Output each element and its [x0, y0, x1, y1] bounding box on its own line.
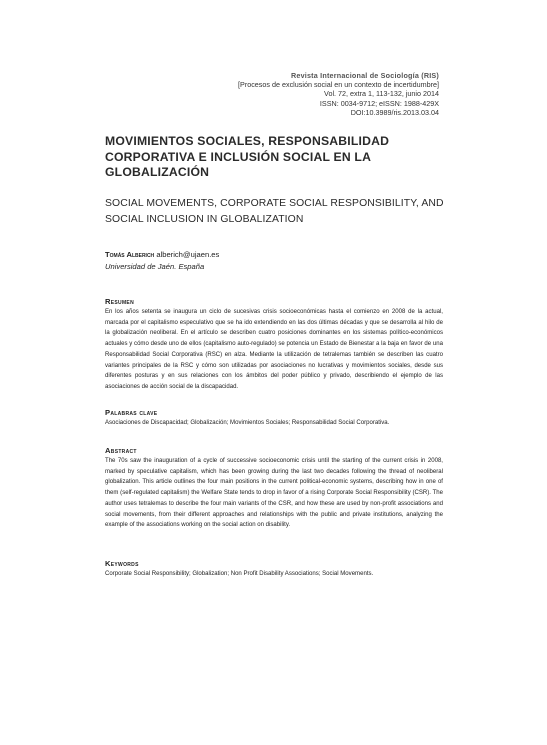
abstract-heading: Abstract [105, 446, 137, 455]
keywords-text: Corporate Social Responsibility; Globalization; Non Profit Disability Associations; Social Movements. [105, 571, 374, 577]
palabras-clave-section [105, 408, 443, 429]
palabras-clave-heading: Palabras clave [105, 408, 158, 417]
author-block [105, 249, 445, 273]
resumen-heading: Resumen [105, 297, 134, 306]
abstract-section [105, 446, 443, 531]
journal-header [79, 71, 439, 117]
palabras-clave-text: Asociaciones de Discapacidad; Globalización; Movimientos Sociales; Responsabilidad Social Corporativa. [105, 420, 390, 426]
special-issue: [Procesos de exclusión social en un contexto de incertidumbre] [238, 80, 439, 90]
keywords-section [105, 559, 443, 580]
resumen-section [105, 297, 443, 393]
keywords-heading: Keywords [105, 559, 139, 568]
author-email[interactable]: alberich@ujaen.es [156, 250, 220, 259]
author-name: Tomás Alberich [105, 250, 155, 259]
abstract-text: The 70s saw the inauguration of a cycle of successive socioeconomic crisis until the starting of the current crisis in 2008, marked by speculative capitalism, which has been growing during the last two decades following the thread of neoliberal globalization. This article outlines the four main positions in the current political-economic systems, describing how in one of them (self-regulated capitalism) the Welfare State tends to drop in favor of a rising Corporate Social Responsibility (CSR). The author uses tetralemas to describe the four main variants of the CSR, and how these are used by non-profit associations and social movements, from their different approaches and relationships with the public and private institutions, analyzing the example of the associations working on the social action on disability. [105, 458, 443, 529]
title-english: SOCIAL MOVEMENTS, CORPORATE SOCIAL RESPONSIBILITY, AND SOCIAL INCLUSION IN GLOBALIZATION [105, 198, 444, 225]
volume-info: Vol. 72, extra 1, 113-132, junio 2014 [324, 89, 439, 99]
resumen-text: En los años setenta se inaugura un ciclo de sucesivas crisis socioeconómicas hasta el comienzo en 2008 de la actual, marcada por el capitalismo especulativo que se ha ido extendiendo en las dos últimas décadas y que se desarrolla al hilo de la globalización neoliberal. En el artículo se describen cuatro posiciones dominantes en los sistemas político-económicos actuales y cómo desde uno de ellos (capitalismo auto-regulado) se potencia un Estado de Bienestar a la baja en favor de una Responsabilidad Social Corporativa (RSC) en alza. Mediante la utilización de tetralemas también se describen las cuatro variantes principales de la RSC y cómo son utilizadas por asociaciones no lucrativas y movimientos sociales, desde sus diferentes posturas y en sus relaciones con los ámbitos del poder público y privado, describiendo el ejemplo de las asociaciones de acción social de la discapacidad. [105, 309, 443, 390]
title-spanish: MOVIMIENTOS SOCIALES, RESPONSABILIDAD CORPORATIVA E INCLUSIÓN SOCIAL EN LA GLOBALIZACIÓN [105, 134, 390, 179]
author-affiliation: Universidad de Jaén. España [105, 262, 205, 271]
journal-name: Revista Internacional de Sociología (RIS) [291, 71, 439, 80]
issn-info: ISSN: 0034-9712; eISSN: 1988-429X [319, 98, 439, 108]
doi-info: DOI:10.3989/ris.2013.03.04 [350, 107, 439, 117]
